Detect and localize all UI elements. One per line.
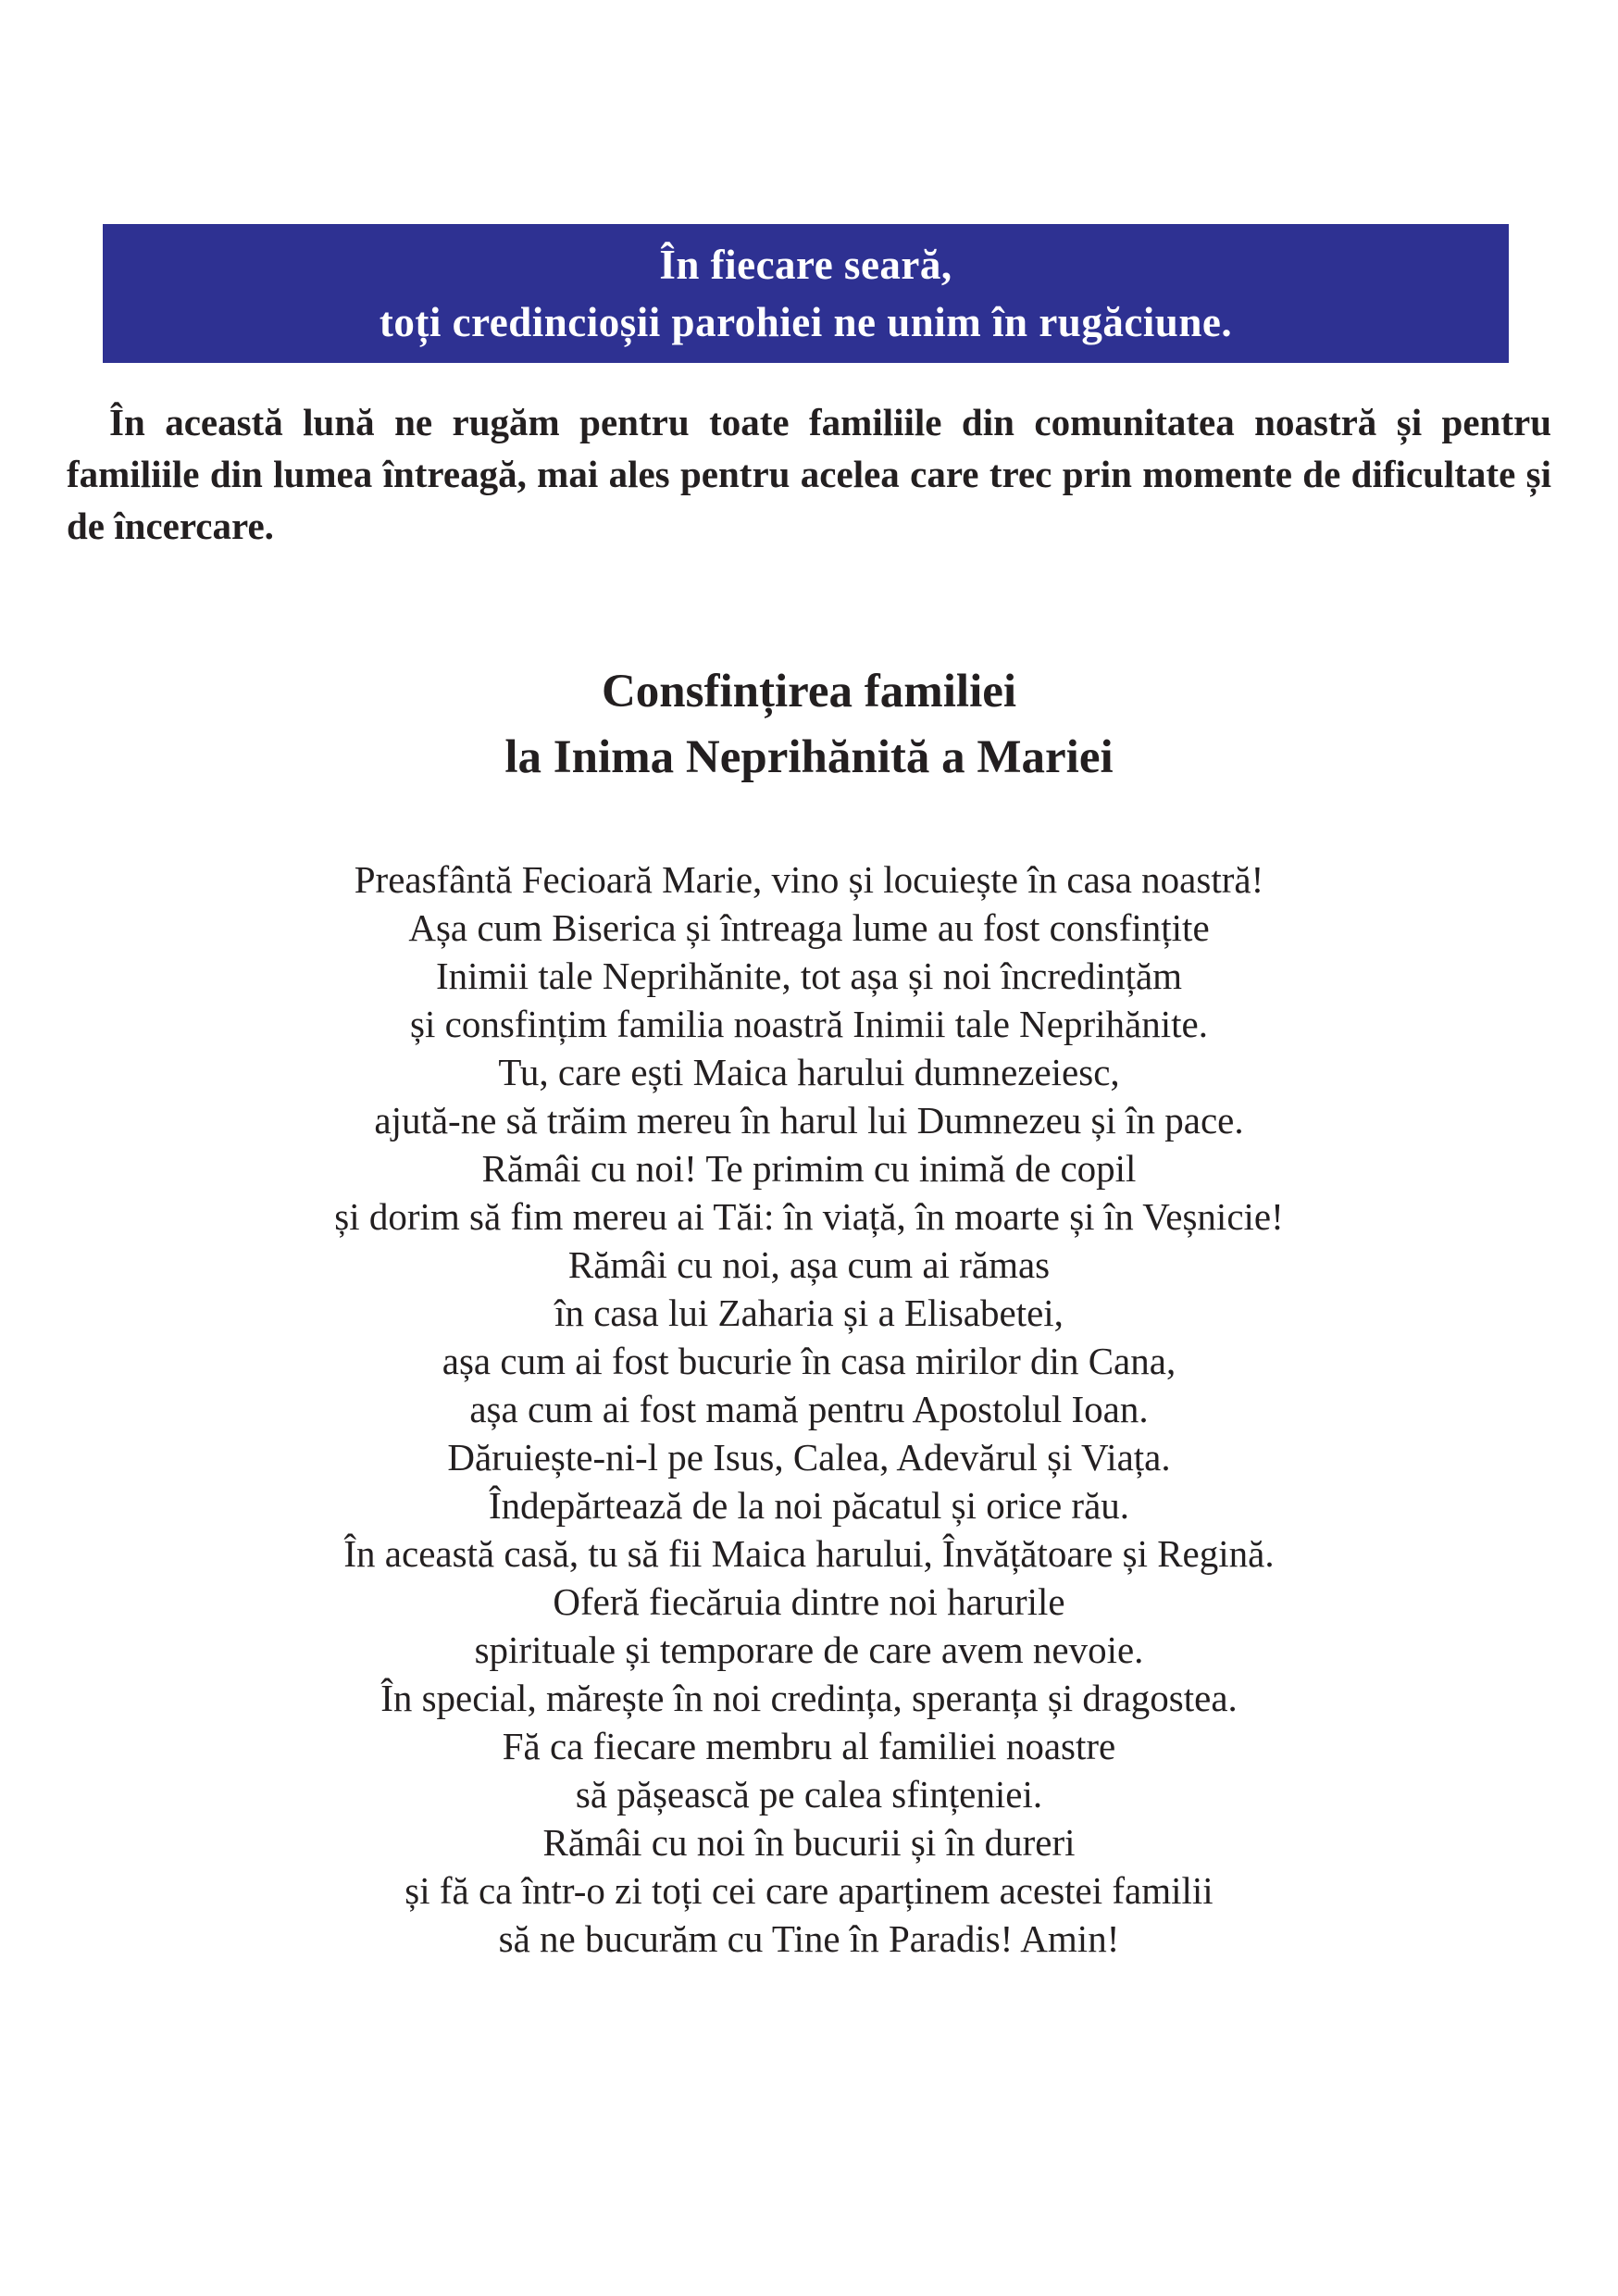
prayer-line: să ne bucurăm cu Tine în Paradis! Amin! (498, 1917, 1120, 1960)
prayer-line: Rămâi cu noi în bucurii și în dureri (542, 1821, 1076, 1864)
prayer-line: să pășească pe calea sfințeniei. (575, 1773, 1043, 1816)
prayer-title (0, 659, 1618, 791)
prayer-line: Preasfântă Fecioară Marie, vino și locuiește în casa noastră! (354, 858, 1264, 901)
prayer-title-line-1: Consfințirea familiei (601, 666, 1017, 718)
prayer-line: și dorim să fim mereu ai Tăi: în viață, în moarte și în Veșnicie! (334, 1195, 1284, 1238)
prayer-line: Rămâi cu noi! Te primim cu inimă de copil (481, 1147, 1137, 1190)
banner-line-1: În fiecare seară, (659, 242, 952, 288)
evening-prayer-banner (103, 224, 1509, 363)
prayer-line: așa cum ai fost mamă pentru Apostolul Ioan. (469, 1388, 1149, 1430)
prayer-line: și consfințim familia noastră Inimii tale Neprihănite. (410, 1003, 1208, 1045)
prayer-line: Tu, care ești Maica harului dumnezeiesc, (498, 1051, 1120, 1093)
monthly-intention-paragraph: În această lună ne rugăm pentru toate familiile din comunitatea noastră și pentru familiile din lumea întreagă, mai ales pentru acelea care trec prin momente de dificultate și de încercare. (67, 401, 1551, 547)
prayer-line: spirituale și temporare de care avem nevoie. (474, 1628, 1144, 1671)
prayer-line: Inimii tale Neprihănite, tot așa și noi încredințăm (435, 955, 1183, 997)
prayer-line: În special, mărește în noi credința, speranța și dragostea. (380, 1677, 1238, 1719)
prayer-title-line-2: la Inima Neprihănită a Mariei (504, 731, 1114, 783)
prayer-line: în casa lui Zaharia și a Elisabetei, (554, 1292, 1064, 1334)
prayer-line: În această casă, tu să fii Maica harului, Învățătoare și Regină. (343, 1532, 1275, 1575)
prayer-line: Dăruiește-ni-l pe Isus, Calea, Adevărul și Viața. (447, 1436, 1171, 1479)
prayer-line: ajută-ne să trăim mereu în harul lui Dumnezeu și în pace. (374, 1099, 1244, 1142)
prayer-line: Rămâi cu noi, așa cum ai rămas (567, 1243, 1051, 1286)
prayer-line: Îndepărtează de la noi păcatul și orice rău. (488, 1484, 1130, 1527)
banner-line-2: toți credincioșii parohiei ne unim în rugăciune. (379, 299, 1233, 345)
prayer-line: Așa cum Biserica și întreaga lume au fost consfințite (408, 906, 1210, 949)
prayer-line: Fă ca fiecare membru al familiei noastre (502, 1725, 1116, 1767)
prayer-line: și fă ca într-o zi toți cei care aparținem acestei familii (404, 1869, 1214, 1912)
prayer-line: Oferă fiecăruia dintre noi harurile (553, 1580, 1065, 1623)
prayer-line: așa cum ai fost bucurie în casa mirilor din Cana, (442, 1340, 1176, 1382)
consecration-prayer (0, 855, 1618, 1963)
